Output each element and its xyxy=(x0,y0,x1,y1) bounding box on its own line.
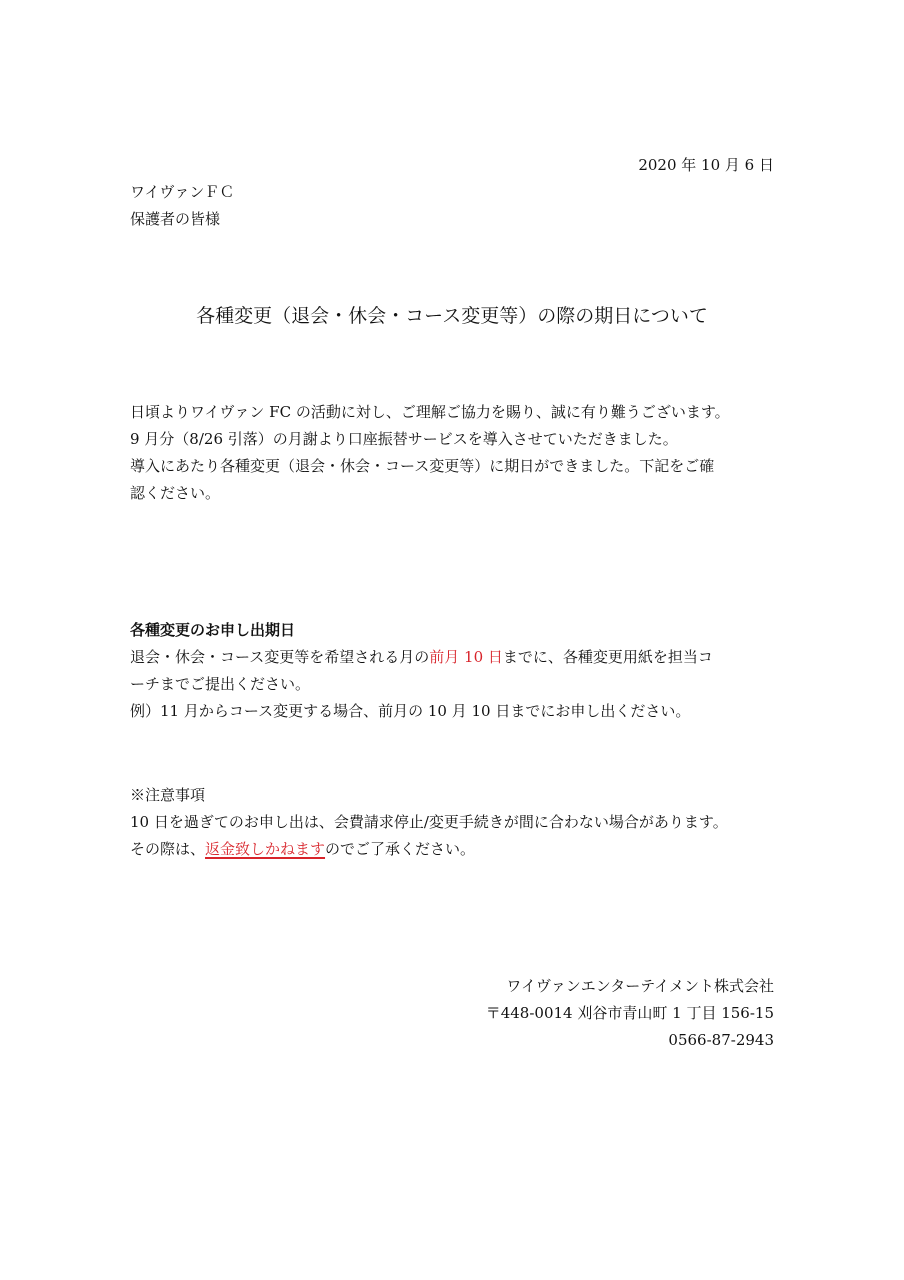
deadline-line-1-post: までに、各種変更用紙を担当コ xyxy=(502,648,713,666)
notes-heading: ※注意事項 xyxy=(130,786,206,804)
sender-phone: 0566-87-2943 xyxy=(668,1031,774,1049)
deadline-line-2: ーチまでご提出ください。 xyxy=(130,675,311,693)
document-date: 2020 年 10 月 6 日 xyxy=(638,156,774,174)
intro-line-4: 認ください。 xyxy=(130,484,221,502)
deadline-heading: 各種変更のお申し出期日 xyxy=(130,621,296,639)
deadline-line-1 xyxy=(130,647,713,667)
intro-line-1: 日頃よりワイヴァン FC の活動に対し、ご理解ご協力を賜り、誠に有り難うございます。 xyxy=(130,403,730,421)
sender-company: ワイヴァンエンターテイメント株式会社 xyxy=(506,977,774,995)
notes-line-2-pre: その際は、 xyxy=(130,840,206,858)
notes-line-1: 10 日を過ぎてのお申し出は、会費請求停止/変更手続きが間に合わない場合があります。 xyxy=(130,813,728,831)
no-refund-highlight: 返金致しかねます xyxy=(205,840,326,858)
deadline-line-3: 例）11 月からコース変更する場合、前月の 10 月 10 日までにお申し出ください。 xyxy=(130,702,691,720)
sender-address: 〒448-0014 刈谷市青山町 1 丁目 156-15 xyxy=(485,1004,774,1022)
notes-line-2-post: のでご了承ください。 xyxy=(325,840,476,858)
notes-line-2 xyxy=(130,839,475,859)
intro-line-2: 9 月分（8/26 引落）の月謝より口座振替サービスを導入させていただきました。 xyxy=(130,430,678,448)
addressee-org: ワイヴァンＦＣ xyxy=(130,183,235,201)
addressee-recipient: 保護者の皆様 xyxy=(130,210,221,228)
deadline-line-1-pre: 退会・休会・コース変更等を希望される月の xyxy=(130,648,430,666)
deadline-highlight: 前月 10 日 xyxy=(429,648,503,666)
intro-line-3: 導入にあたり各種変更（退会・休会・コース変更等）に期日ができました。下記をご確 xyxy=(130,457,715,475)
document-title: 各種変更（退会・休会・コース変更等）の際の期日について xyxy=(196,305,708,327)
